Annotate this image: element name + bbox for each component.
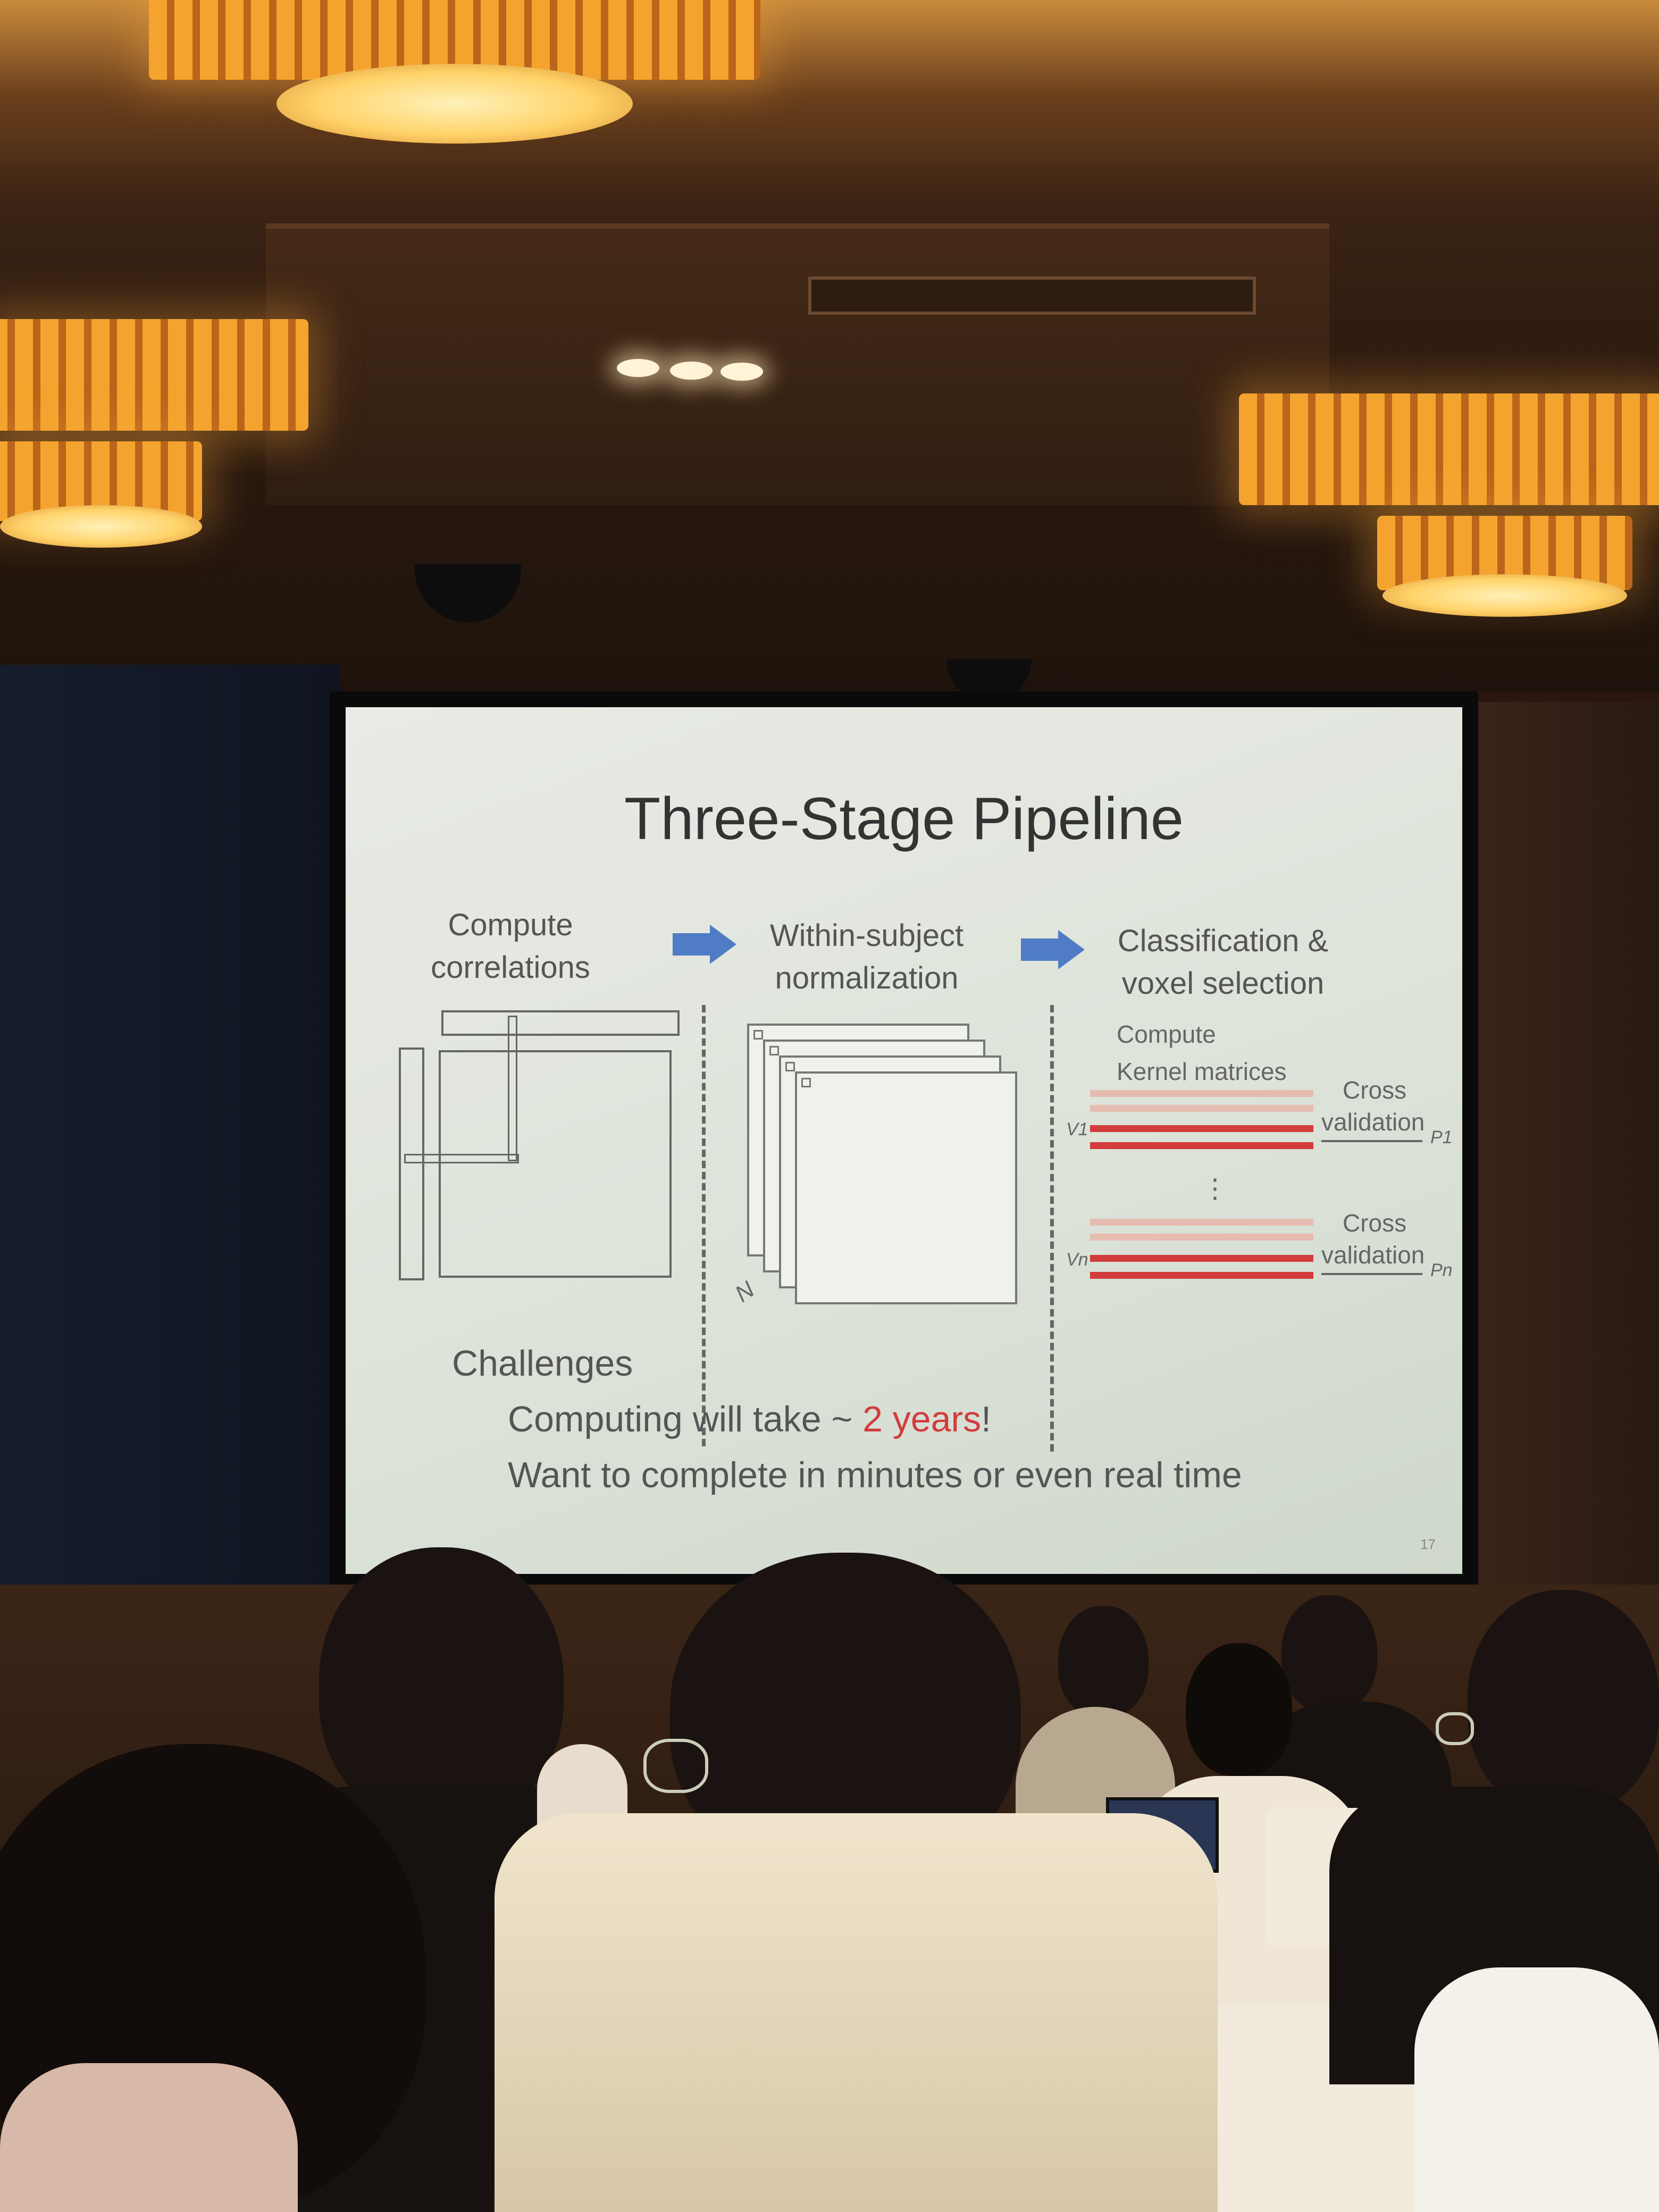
vn-label: Vn	[1066, 1250, 1088, 1270]
stage1-label	[415, 904, 606, 989]
stage-separator	[702, 1005, 706, 1446]
pendant-lamp	[0, 319, 308, 431]
glasses-icon	[643, 1739, 708, 1793]
cross-validation-line2: validation	[1321, 1241, 1425, 1269]
n-subjects-label: N	[730, 1276, 759, 1308]
kernel-bar	[1090, 1255, 1313, 1262]
bullet1-prefix: Computing will take ~	[508, 1399, 863, 1439]
kernel-label	[1117, 1016, 1287, 1090]
correlation-row-vector	[441, 1010, 680, 1036]
glasses-icon	[1436, 1712, 1474, 1745]
ceiling	[0, 0, 1659, 691]
cross-validation-line1: Cross	[1343, 1209, 1407, 1237]
kernel-bar	[1090, 1105, 1313, 1112]
stage3-label-line2: voxel selection	[1121, 966, 1325, 1001]
lamp-glow	[276, 64, 633, 144]
kernel-bar	[1090, 1219, 1313, 1226]
correlation-col-vector	[399, 1048, 424, 1280]
cross-validation-underline	[1321, 1273, 1422, 1275]
right-wall	[1468, 702, 1659, 1659]
lamp-glow	[1382, 574, 1627, 617]
kernel-label-line1: Compute	[1117, 1020, 1216, 1048]
audience-head	[1186, 1643, 1292, 1776]
normalized-matrix-card	[795, 1071, 1017, 1304]
pendant-lamp	[1239, 393, 1659, 505]
arrow-right-icon	[1021, 939, 1058, 961]
ellipsis: ⋮	[1202, 1174, 1228, 1203]
cross-validation-label	[1321, 1207, 1425, 1271]
audience-person	[495, 1813, 1218, 2212]
challenges-heading: Challenges	[452, 1343, 633, 1384]
cross-validation-underline	[1321, 1140, 1422, 1142]
audience-person	[0, 2063, 298, 2212]
correlation-matrix	[439, 1050, 672, 1278]
lamp-glow	[0, 505, 202, 548]
bullet1-suffix: !	[981, 1399, 991, 1439]
audience-head	[1281, 1595, 1377, 1712]
stage2-label-line1: Within-subject	[769, 918, 964, 953]
left-wall-banner	[0, 665, 340, 1675]
kernel-bar	[1090, 1234, 1313, 1241]
projection-screen	[346, 707, 1462, 1574]
spotlight-icon	[670, 362, 713, 380]
cross-validation-line1: Cross	[1343, 1076, 1407, 1104]
v1-label: V1	[1066, 1119, 1088, 1139]
p1-label: P1	[1430, 1127, 1453, 1147]
audience-head	[319, 1547, 564, 1824]
bullet1-highlight: 2 years	[862, 1399, 982, 1439]
ceiling-panel	[266, 223, 1329, 505]
matrix-highlight-column	[508, 1016, 517, 1161]
kernel-bar	[1090, 1142, 1313, 1149]
challenge-bullet-1	[508, 1398, 991, 1440]
audience-person	[1414, 1967, 1659, 2212]
stage1-label-line1: Compute	[448, 908, 573, 942]
stage3-label-line1: Classification &	[1117, 924, 1329, 958]
kernel-bar	[1090, 1090, 1313, 1097]
spotlight-icon	[617, 359, 659, 377]
audience-area	[0, 1585, 1659, 2212]
stage2-label	[739, 915, 994, 1000]
ceiling-vent	[808, 276, 1256, 315]
stage1-label-line2: correlations	[431, 950, 590, 985]
audience-head	[1468, 1590, 1659, 1813]
kernel-label-line2: Kernel matrices	[1117, 1058, 1287, 1085]
stage-separator	[1050, 1005, 1054, 1452]
cross-validation-label	[1321, 1074, 1425, 1138]
slide-page-number: 17	[1420, 1536, 1436, 1552]
pn-label: Pn	[1430, 1260, 1453, 1280]
cross-validation-line2: validation	[1321, 1108, 1425, 1136]
slide-title: Three-Stage Pipeline	[624, 785, 1184, 852]
kernel-bar	[1090, 1272, 1313, 1279]
spotlight-icon	[720, 363, 763, 381]
arrow-right-icon	[673, 933, 710, 956]
stage2-label-line2: normalization	[775, 961, 959, 995]
challenge-bullet-2: Want to complete in minutes or even real time	[508, 1455, 1242, 1495]
kernel-bar	[1090, 1125, 1313, 1132]
audience-head	[1058, 1606, 1149, 1717]
security-camera-icon	[415, 564, 521, 622]
stage3-label	[1090, 920, 1356, 1005]
matrix-highlight-row	[404, 1154, 519, 1163]
